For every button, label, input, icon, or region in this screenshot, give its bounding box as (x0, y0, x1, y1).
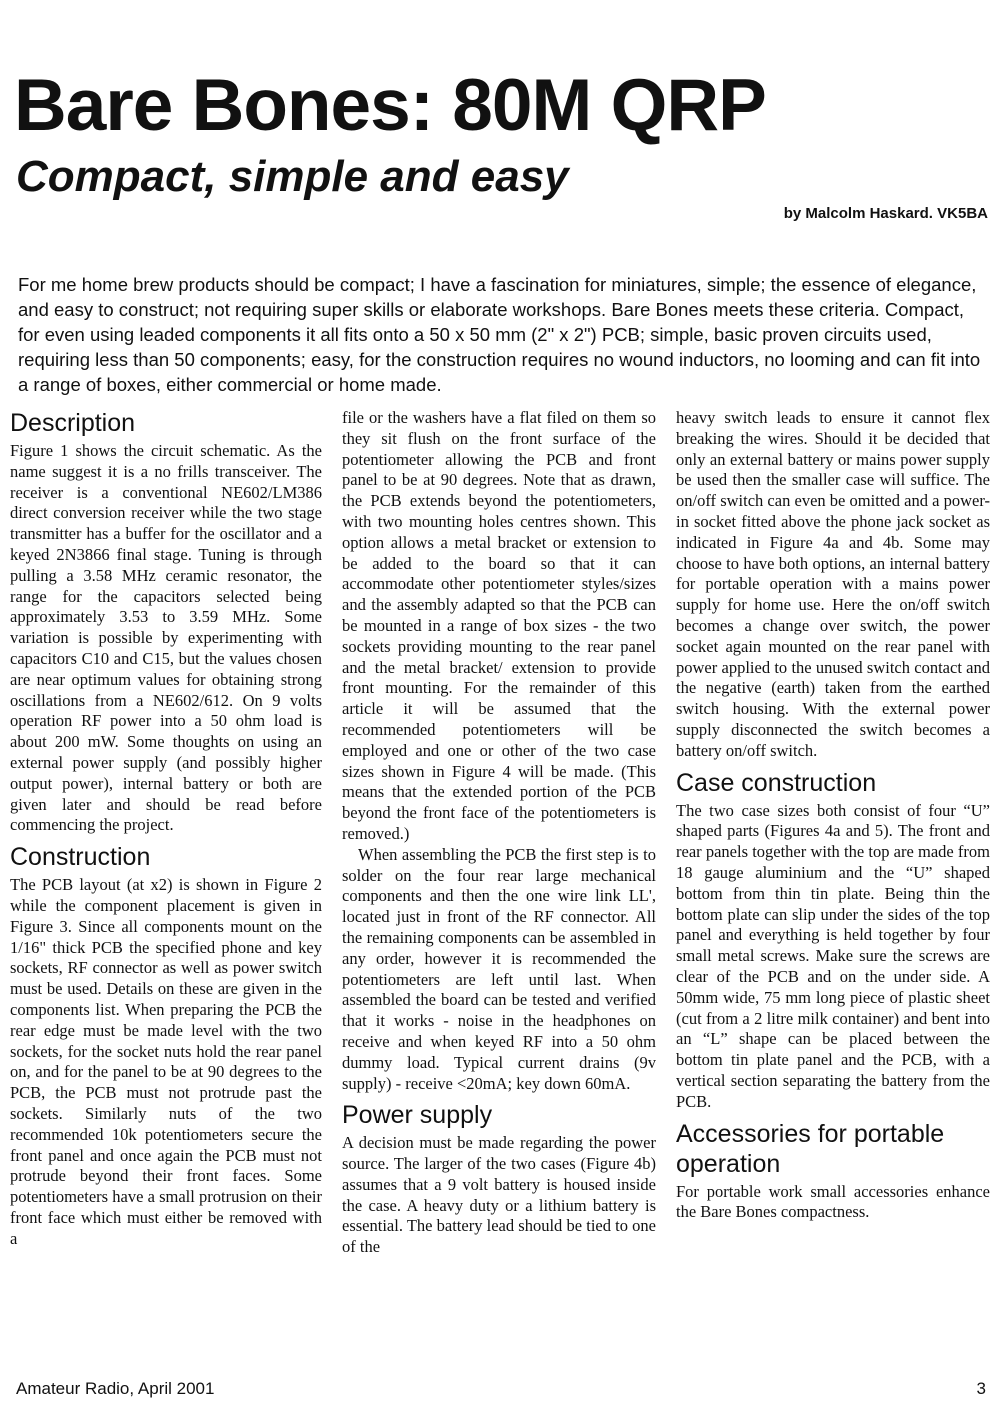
construction-paragraph-part-1: The PCB layout (at x2) is shown in Figure 2 while the component placement is given in Figure 3. Since all components mount on the 1/16" thick PCB the specified phone and key sockets, RF connector as well as power switch must be used. Details on these are given in the components list. When preparing the PCB the rear edge must be made level with the two sockets, for the socket nuts hold the rear panel on, and for the panel to be at 90 degrees to the PCB, the PCB must not protrude past the sockets. Similarly nuts of the two recommended 10k potentiometers secure the front panel and once again the PCB must not protrude beyond their front faces. Some potentiometers have a small protrusion on their front face which must either be removed with a (10, 875, 322, 1248)
section-heading-power-supply: Power supply (342, 1101, 493, 1130)
footer-publication: Amateur Radio, April 2001 (16, 1379, 215, 1398)
article-subtitle: Compact, simple and easy (16, 152, 569, 201)
article-title: Bare Bones: 80M QRP (14, 65, 766, 146)
construction-paragraph-part-2: file or the washers have a flat filed on them so they sit flush on the front surface of the potentiometer allowing the PCB and front panel to be at 90 degrees. Note that as drawn, the PCB extends beyond the potentiometers, with two mounting holes centres shown. This option allows a metal bracket or extension to be added to the board so that it can accommodate other potentiometer styles/sizes and the assembly adapted so that the PCB can be mounted in a range of box sizes - the two sockets providing mounting to the rear panel and the metal bracket/ extension to provide front mounting. For the remainder of this article it will be assumed that the recommended potentiometers will be employed and one or other of the two case sizes shown in Figure 4 will be made. (This means that the extended portion of the PCB beyond the front face of the potentiometers is removed.) (342, 408, 656, 843)
section-heading-description: Description (10, 409, 136, 437)
case-construction-paragraph: The two case sizes both consist of four “U” shaped parts (Figures 4a and 5). The front and rear panels together with the top are made from 18 gauge aluminium and the “U” shaped bottom from thin tin plate. Being thin the bottom plate can slip under the sides of the top panel and everything is held together by four small metal screws. Make sure the screws are clear of the PCB and on the under side. A 50mm wide, 75 mm long piece of plastic sheet (cut from a 2 litre milk container) and bent into an “L” shape can be placed between the bottom tin plate panel and the PCB, with a vertical section separating the battery from the PCB. (676, 800, 990, 1111)
description-paragraph: Figure 1 shows the circuit schematic. As the name suggest it is a no frills transceiver. The receiver is a conventional NE602/LM386 direct conversion receiver while the two stage transmitter has a buffer for the oscillator and a keyed 2N3866 final stage. Tuning is through pulling a 3.58 MHz ceramic resonator, the range for the capacitors selected being approximately 3.53 to 3.59 MHz. Some variation is possible by experimenting with capacitors C10 and C15, but the values chosen are near optimum values for obtaining strong oscillations from a NE602/612. On 9 volts operation RF power into a 50 ohm load is about 200 mW. Some thoughts on using an external power supply (and possibly higher output power), internal battery or both are given later and should be read before commencing the project. (10, 441, 322, 835)
accessories-paragraph: For portable work small accessories enhance the Bare Bones compactness. (676, 1181, 990, 1222)
text-column-3 (676, 408, 990, 1223)
intro-paragraph: For me home brew products should be compact; I have a fascination for miniatures, simple; the essence of elegance, and easy to construct; not requiring super skills or elaborate workshops. Bare Bones meets these criteria. Compact, for even using leaded components it all fits onto a 50 x 50 mm (2" x 2") PCB; simple, basic proven circuits used, requiring less than 50 components; easy, for the construction requires no wound inductors, no looming and can fit into a range of boxes, either commercial or home made. (18, 274, 981, 395)
construction-paragraph-2: When assembling the PCB the first step is to solder on the four rear large mechanical components and then the one wire link LL', located just in front of the RF connector. All the remaining components can be assembled in any order, however it is recommended the potentiometers are left until last. When assembled the board can be tested and verified that it works - noise in the headphones on receive and when keyed RF into a 50 ohm dummy load. Typical current drains (9v supply) - receive <20mA; key down 60mA. (342, 844, 656, 1093)
power-supply-paragraph-part-2: heavy switch leads to ensure it cannot flex breaking the wires. Should it be decided that only an external battery or mains power supply be used then the smaller case will suffice. The on/off switch can even be omitted and a power-in socket fitted above the phone jack socket as indicated in Figure 4a and 4b. Some may choose to have both options, an internal battery for portable operation with a mains power supply for home use. Here the on/off switch becomes a change over switch, the power socket again mounted on the rear panel with power applied to the unused switch contact and the negative (earth) taken from the earthed switch housing. With the external power supply disconnected the switch becomes a battery on/off switch. (676, 408, 990, 760)
power-supply-paragraph-part-1: A decision must be made regarding the power source. The larger of the two cases (Figure 4b) assumes that a 9 volt battery is housed inside the case. A heavy duty or a lithium battery is essential. The battery lead should be tied to one of the (342, 1133, 656, 1257)
text-column-1 (10, 408, 322, 1249)
section-heading-case-construction: Case construction (676, 768, 877, 797)
section-heading-construction: Construction (10, 843, 151, 872)
author-byline: by Malcolm Haskard. VK5BA (783, 205, 988, 222)
text-column-2 (342, 408, 656, 1258)
footer-page-number: 3 (976, 1379, 986, 1398)
section-heading-accessories: Accessories for portable operation (676, 1119, 945, 1178)
